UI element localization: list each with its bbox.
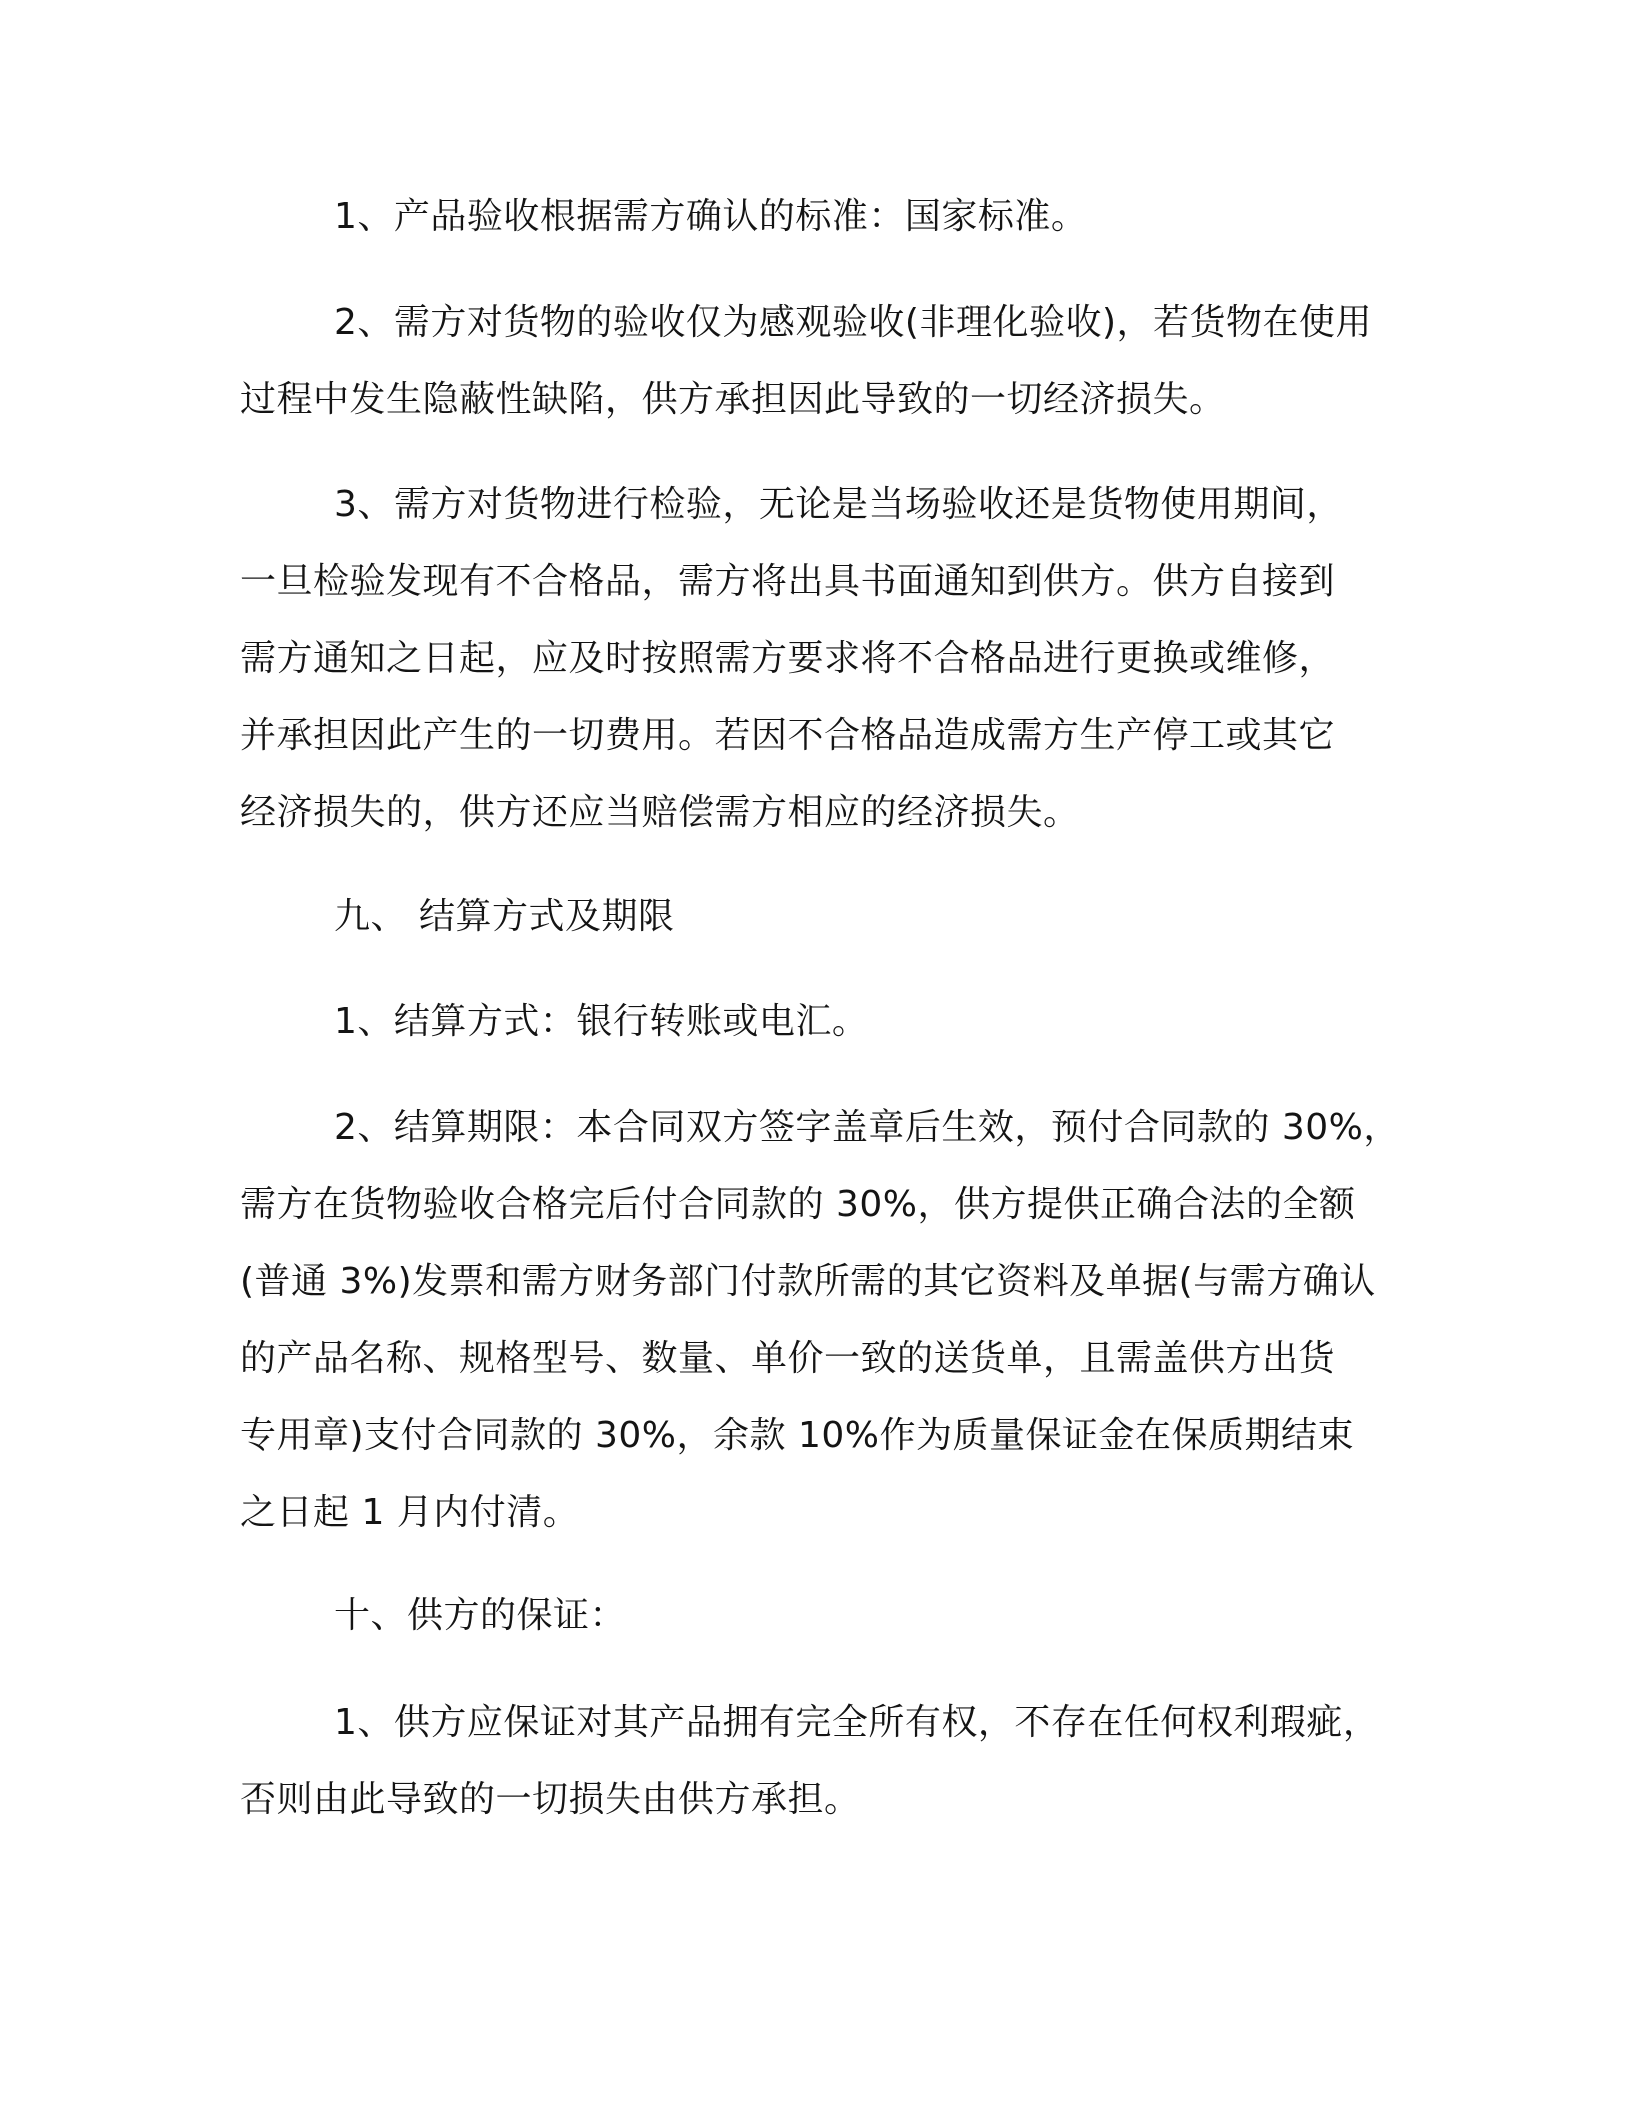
paragraph-settlement-1 [240,983,1390,1060]
text-line: 并承担因此产生的一切费用。若因不合格品造成需方生产停工或其它 [240,715,1336,756]
text-line: 过程中发生隐蔽性缺陷，供方承担因此导致的一切经济损失。 [240,379,1226,420]
text-line: 的产品名称、规格型号、数量、单价一致的送货单，且需盖供方出货 [240,1338,1336,1379]
text-line: 之日起 1 月内付清。 [240,1492,580,1533]
section-9-heading [240,878,1390,955]
paragraph-acceptance-3 [240,466,1390,851]
section-10-heading [240,1577,1390,1654]
text-line: 经济损失的，供方还应当赔偿需方相应的经济损失。 [240,792,1080,833]
text-line: 需方在货物验收合格完后付合同款的 30%，供方提供正确合法的全额 [240,1184,1356,1225]
text-line: 1、产品验收根据需方确认的标准：国家标准。 [334,196,1088,237]
text-line: (普通 3%)发票和需方财务部门付款所需的其它资料及单据(与需方确认 [240,1261,1376,1302]
text-line: 2、需方对货物的验收仅为感观验收(非理化验收)，若货物在使用 [334,302,1372,343]
section-heading: 十、供方的保证： [334,1595,627,1636]
paragraph-guarantee-1 [240,1684,1390,1838]
paragraph-settlement-2 [240,1089,1400,1551]
text-line: 专用章)支付合同款的 30%，余款 10%作为质量保证金在保质期结束 [240,1415,1354,1456]
text-line: 需方通知之日起，应及时按照需方要求将不合格品进行更换或维修， [240,638,1336,679]
text-line: 否则由此导致的一切损失由供方承担。 [240,1779,861,1820]
text-line: 1、供方应保证对其产品拥有完全所有权，不存在任何权利瑕疵， [334,1702,1380,1743]
paragraph-acceptance-1 [240,178,1390,255]
text-line: 2、结算期限：本合同双方签字盖章后生效，预付合同款的 30%， [334,1107,1400,1148]
section-heading: 九、 结算方式及期限 [334,896,675,937]
paragraph-acceptance-2 [240,284,1390,438]
text-line: 1、结算方式：银行转账或电汇。 [334,1001,869,1042]
text-line: 3、需方对货物进行检验，无论是当场验收还是货物使用期间， [334,484,1343,525]
text-line: 一旦检验发现有不合格品，需方将出具书面通知到供方。供方自接到 [240,561,1336,602]
